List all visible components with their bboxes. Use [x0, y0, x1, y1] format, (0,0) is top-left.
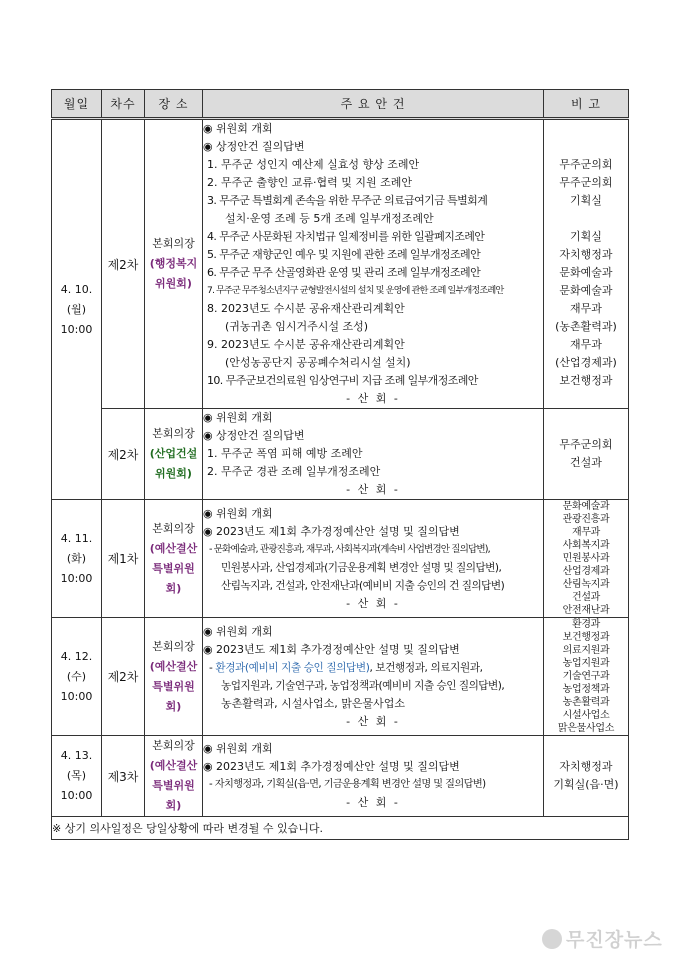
header-agenda: 주 요 안 건	[203, 90, 544, 119]
place-cell	[145, 119, 203, 409]
detail-line: - 문화예술과, 관광진흥과, 재무과, 사회복지과(계속비 사업변경안 질의답변),	[209, 543, 490, 555]
note-dept: (농촌활력과)	[555, 320, 617, 333]
logo-icon	[542, 929, 562, 949]
place-hall: 본회의장	[152, 427, 195, 440]
place-cell	[145, 736, 203, 817]
note-dept: 자치행정과	[559, 248, 613, 261]
detail-line: - 자치행정과, 기획실(읍·면, 기금운용계획 변경안 설명 및 질의답변)	[209, 779, 486, 790]
bullet-icon: ◉	[203, 429, 213, 442]
header-round: 차수	[102, 90, 145, 119]
place-cell	[145, 409, 203, 500]
agenda-item: 위원회 개회	[216, 411, 273, 424]
note-dept: 농촌활력과	[562, 697, 610, 708]
note-dept: 무주군의회	[559, 438, 613, 451]
notes-cell	[544, 500, 629, 618]
note-dept: 기술연구과	[562, 671, 610, 682]
date-day: 4. 13.	[60, 749, 93, 762]
notes-cell	[544, 736, 629, 817]
place-committee: (예산결산	[149, 659, 198, 673]
detail-highlight: 환경과(예비비 지출 승인 질의답변)	[215, 661, 370, 674]
agenda-line: 1. 무주군 성인지 예산제 실효성 향상 조례안	[207, 158, 420, 171]
date-time: 10:00	[60, 689, 93, 703]
place-committee: (예산결산	[149, 759, 198, 772]
place-hall: 본회의장	[152, 521, 195, 535]
note-dept: 재무과	[571, 527, 601, 538]
agenda-item: 2023년도 제1회 추가경정예산안 설명 및 질의답변	[216, 642, 460, 656]
place-committee-end: 특별위원회)	[152, 561, 195, 595]
date-cell	[52, 500, 102, 618]
place-committee-end: 특별위원회)	[152, 779, 195, 812]
agenda-line: (안성농공단지 공공폐수처리시설 설치)	[225, 356, 411, 369]
note-dept: 기획실(읍·면)	[553, 778, 619, 791]
detail-line	[203, 659, 543, 677]
notes-cell	[544, 409, 629, 500]
note-dept: 기획실	[570, 194, 602, 207]
detail-prefix: -	[209, 661, 216, 674]
place-committee-end: 위원회)	[155, 467, 192, 480]
detail-line: 농업지원과, 기술연구과, 농업정책과(예비비 지출 승인 질의답변),	[221, 679, 505, 692]
header-place: 장 소	[145, 90, 203, 119]
agenda-cell	[203, 618, 544, 736]
adjourn-text: - 산 회 -	[346, 392, 400, 405]
date-time: 10:00	[60, 571, 93, 585]
note-dept: 문화예술과	[562, 501, 610, 512]
note-dept: 사회복지과	[562, 540, 610, 551]
table-row	[52, 736, 629, 817]
note-dept: 기획실	[570, 230, 602, 243]
date-weekday: (수)	[66, 669, 87, 683]
agenda-item: 상정안건 질의답변	[216, 140, 305, 153]
agenda-line: 9. 2023년도 수시분 공유재산관리계획안	[207, 338, 405, 351]
round-cell: 제2차	[102, 409, 145, 500]
date-cell	[52, 618, 102, 736]
agenda-item: 위원회 개회	[216, 742, 273, 755]
date-weekday: (화)	[66, 551, 87, 565]
header-date: 월일	[52, 90, 102, 119]
place-hall: 본회의장	[152, 739, 195, 752]
note-dept: 의료지원과	[562, 645, 610, 656]
bullet-icon: ◉	[203, 524, 213, 538]
adjourn-text: - 산 회 -	[346, 483, 400, 496]
note-dept: 건설과	[571, 592, 601, 603]
table-row	[52, 119, 629, 409]
note-dept: 농업지원과	[562, 658, 610, 669]
place-committee: (행정복지	[149, 257, 198, 270]
notes-cell	[544, 119, 629, 409]
agenda-item: 상정안건 질의답변	[216, 429, 305, 442]
bullet-icon: ◉	[203, 122, 213, 135]
adjourn-text: - 산 회 -	[346, 796, 400, 809]
agenda-item: 위원회 개회	[216, 122, 273, 135]
bullet-icon: ◉	[203, 760, 213, 773]
agenda-line: 4. 무주군 사문화된 자치법규 일제정비를 위한 일괄폐지조례안	[207, 230, 485, 243]
date-time: 10:00	[60, 322, 93, 336]
place-hall: 본회의장	[152, 639, 195, 653]
date-time: 10:00	[60, 789, 93, 802]
note-dept: 무주군의회	[559, 158, 613, 171]
note-dept: 안전재난과	[562, 605, 610, 616]
note-dept: 무주군의회	[559, 176, 613, 189]
bullet-icon: ◉	[203, 624, 213, 638]
table-row	[52, 618, 629, 736]
agenda-line: 7. 무주군 무주청소년지구 균형발전시설의 설치 및 운영에 관한 조례 일부개정조례안	[207, 285, 504, 296]
header-notes: 비 고	[544, 90, 629, 119]
note-dept: 시설사업소	[562, 710, 610, 721]
note-dept: 관광진흥과	[562, 514, 610, 525]
place-committee: (예산결산	[149, 541, 198, 555]
note-dept: 건설과	[570, 456, 602, 469]
agenda-line: 2. 무주군 출향인 교류·협력 및 지원 조례안	[207, 176, 412, 189]
notes-cell	[544, 618, 629, 736]
bullet-icon: ◉	[203, 642, 213, 656]
adjourn-text: - 산 회 -	[346, 714, 400, 728]
detail-line: 민원봉사과, 산업경제과(기금운용계획 변경안 설명 및 질의답변),	[221, 561, 502, 574]
place-committee-end: 위원회)	[155, 277, 192, 290]
agenda-line: 10. 무주군보건의료원 임상연구비 지급 조례 일부개정조례안	[207, 374, 478, 387]
note-dept: 민원봉사과	[562, 553, 610, 564]
note-dept: (산업경제과)	[555, 356, 617, 369]
bullet-icon: ◉	[203, 506, 213, 520]
note-dept: 맑은물사업소	[557, 723, 615, 734]
note-dept	[544, 210, 628, 228]
agenda-cell	[203, 500, 544, 618]
note-dept: 문화예술과	[559, 284, 613, 297]
footnote-text: ※ 상기 의사일정은 당일상황에 따라 변경될 수 있습니다.	[52, 817, 629, 840]
agenda-line: 5. 무주군 재향군인 예우 및 지원에 관한 조례 일부개정조례안	[207, 248, 481, 261]
agenda-item: 위원회 개회	[216, 506, 273, 520]
table-row	[52, 500, 629, 618]
detail-rest: , 보건행정과, 의료지원과,	[369, 661, 483, 674]
agenda-line: 3. 무주군 특별회계 존속을 위한 무주군 의료급여기금 특별회계	[207, 194, 488, 207]
note-dept: 자치행정과	[559, 760, 613, 773]
date-cell	[52, 736, 102, 817]
place-committee-end: 특별위원회)	[152, 679, 195, 713]
place-cell	[145, 618, 203, 736]
date-weekday: (목)	[66, 769, 87, 782]
agenda-line: 2. 무주군 경관 조례 일부개정조례안	[207, 465, 381, 478]
round-cell: 제2차	[102, 618, 145, 736]
round-cell: 제3차	[102, 736, 145, 817]
agenda-line: 8. 2023년도 수시분 공유재산관리계획안	[207, 302, 405, 315]
agenda-cell	[203, 736, 544, 817]
note-dept: 보건행정과	[562, 632, 610, 643]
note-dept: 보건행정과	[559, 374, 613, 387]
watermark	[542, 925, 663, 952]
place-hall: 본회의장	[152, 237, 195, 250]
agenda-line: 설치·운영 조례 등 5개 조례 일부개정조례안	[225, 212, 434, 225]
agenda-line: (귀농귀촌 임시거주시설 조성)	[225, 320, 369, 333]
watermark-text: 무진장뉴스	[566, 929, 663, 951]
date-cell	[52, 119, 102, 500]
date-day: 4. 11.	[60, 531, 93, 545]
note-dept: 산업경제과	[562, 566, 610, 577]
header-row	[52, 90, 629, 119]
schedule-table	[51, 89, 629, 840]
place-committee: (산업건설	[149, 447, 198, 460]
bullet-icon: ◉	[203, 742, 213, 755]
agenda-item: 위원회 개회	[216, 624, 273, 638]
note-dept: 문화예술과	[559, 266, 613, 279]
agenda-cell	[203, 409, 544, 500]
note-dept: 산림녹지과	[562, 579, 610, 590]
agenda-line: 1. 무주군 폭염 피해 예방 조례안	[207, 447, 363, 460]
bullet-icon: ◉	[203, 411, 213, 424]
detail-line: 산림녹지과, 건설과, 안전재난과(예비비 지출 승인의 건 질의답변)	[221, 579, 505, 592]
footnote-row	[52, 817, 629, 840]
note-dept: 농업정책과	[562, 684, 610, 695]
adjourn-text: - 산 회 -	[346, 596, 400, 610]
agenda-cell	[203, 119, 544, 409]
round-cell: 제2차	[102, 119, 145, 409]
note-dept: 재무과	[570, 302, 602, 315]
note-dept: 재무과	[570, 338, 602, 351]
agenda-item: 2023년도 제1회 추가경정예산안 설명 및 질의답변	[216, 524, 460, 538]
date-day: 4. 10.	[60, 282, 93, 296]
agenda-line: 6. 무주군 무주 산골영화관 운영 및 관리 조례 일부개정조례안	[207, 266, 481, 279]
table-row	[52, 409, 629, 500]
bullet-icon: ◉	[203, 140, 213, 153]
round-cell: 제1차	[102, 500, 145, 618]
agenda-item: 2023년도 제1회 추가경정예산안 설명 및 질의답변	[216, 760, 460, 773]
date-weekday: (월)	[66, 302, 87, 316]
date-day: 4. 12.	[60, 649, 93, 663]
place-cell	[145, 500, 203, 618]
detail-line: 농촌활력과, 시설사업소, 맑은물사업소	[221, 696, 406, 710]
note-dept: 환경과	[571, 619, 601, 630]
